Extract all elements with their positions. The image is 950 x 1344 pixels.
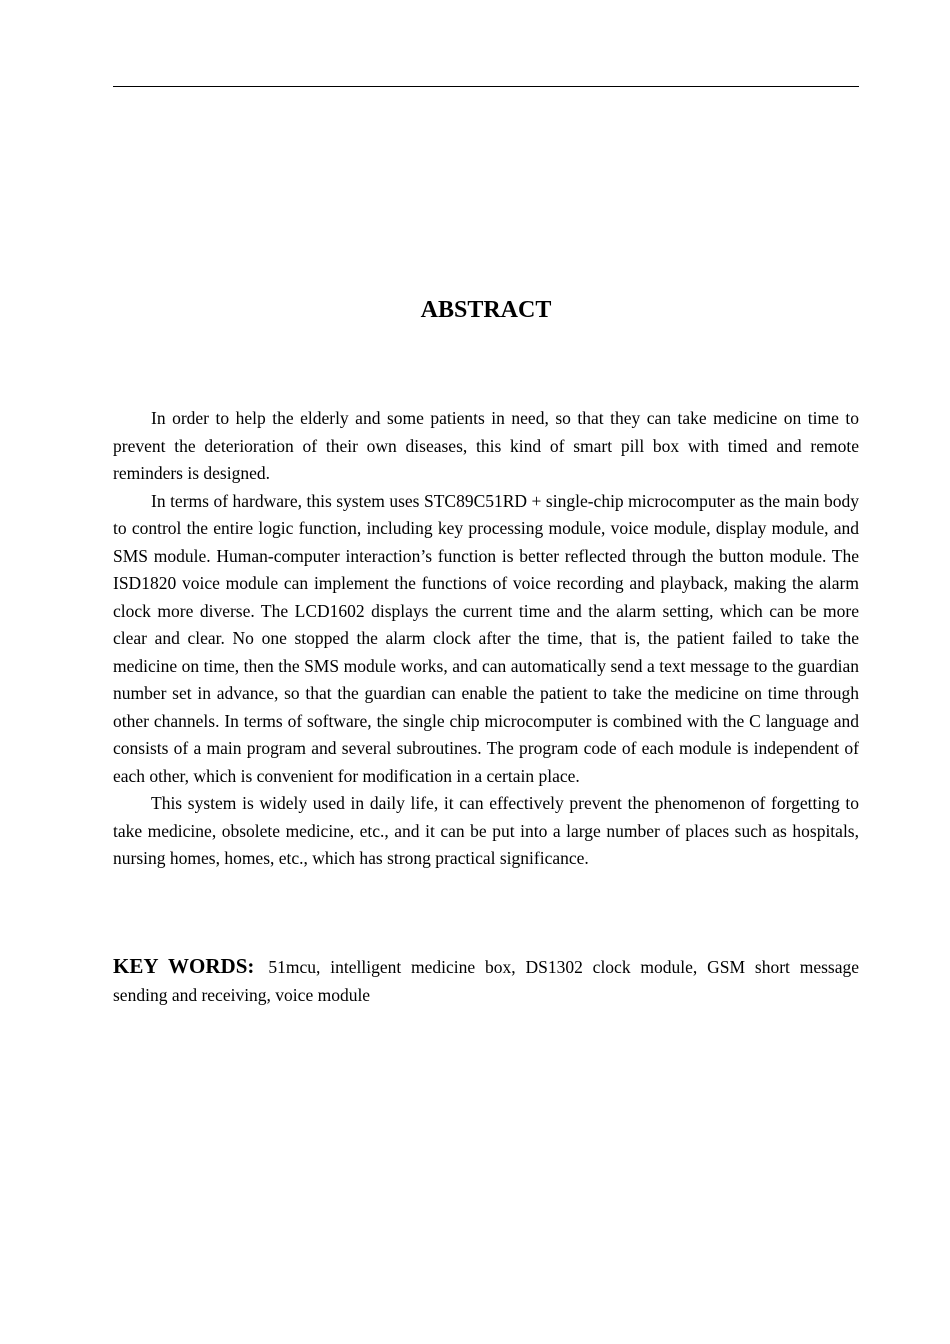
abstract-body — [113, 405, 859, 873]
keywords-label: KEY WORDS: — [113, 954, 255, 978]
abstract-paragraph-3: This system is widely used in daily life, it can effectively prevent the phenomenon of forgetting to take medicine, obsolete medicine, etc., and it can be put into a large number of places such as hospitals, nursing homes, homes, etc., which has strong practical significance. — [113, 793, 859, 868]
header-rule — [113, 86, 859, 87]
keywords-section — [113, 952, 859, 1009]
abstract-paragraph-1: In order to help the elderly and some patients in need, so that they can take medicine on time to prevent the deterioration of their own diseases, this kind of smart pill box with timed and remote reminders is designed. — [113, 408, 859, 483]
abstract-paragraph-2: In terms of hardware, this system uses STC89C51RD + single-chip microcomputer as the main body to control the entire logic function, including key processing module, voice module, display module, and SMS module. Human-computer interaction’s function is better reflected through the button module. The ISD1820 voice module can implement the functions of voice recording and playback, making the alarm clock more diverse. The LCD1602 displays the current time and the alarm setting, which can be more clear and clear. No one stopped the alarm clock after the time, that is, the patient failed to take the medicine on time, then the SMS module works, and can automatically send a text message to the guardian number set in advance, so that the guardian can enable the patient to take the medicine on time through other channels. In terms of software, the single chip microcomputer is combined with the C language and consists of a main program and several subroutines. The program code of each module is independent of each other, which is convenient for modification in a certain place. — [113, 490, 859, 786]
abstract-title: ABSTRACT — [420, 297, 552, 323]
keywords-text: 51mcu, intelligent medicine box, DS1302 clock module, GSM short message sending and receiving, voice module — [113, 957, 860, 1005]
